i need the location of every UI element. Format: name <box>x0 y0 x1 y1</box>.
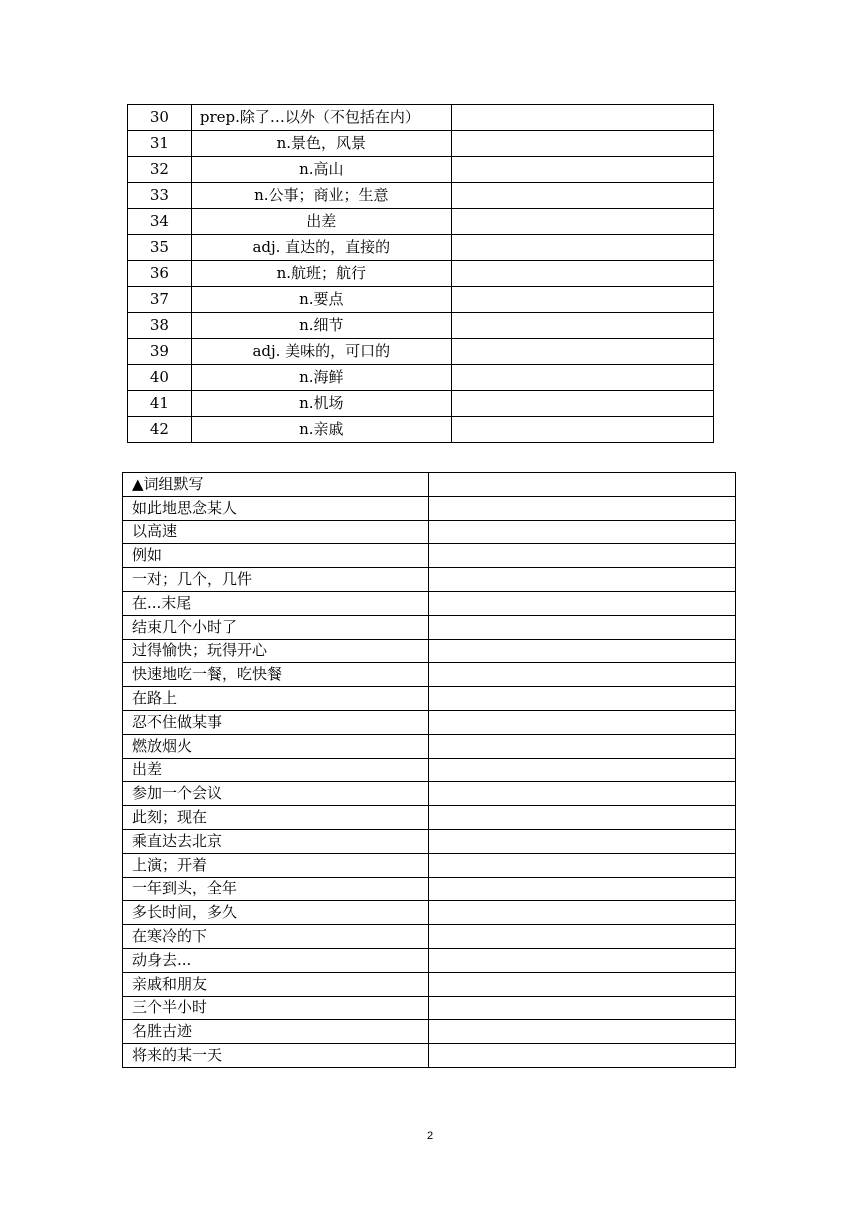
phrase-prompt: 名胜古迹 <box>123 1020 429 1044</box>
phrase-row <box>123 1044 736 1068</box>
phrase-prompt: 多长时间，多久 <box>123 901 429 925</box>
phrase-answer-cell[interactable] <box>428 663 735 687</box>
phrase-answer-cell[interactable] <box>428 806 735 830</box>
vocab-row <box>128 261 714 287</box>
phrase-row <box>123 1020 736 1044</box>
vocab-row <box>128 105 714 131</box>
phrase-row <box>123 925 736 949</box>
phrase-answer-cell[interactable] <box>428 925 735 949</box>
vocab-answer-cell[interactable] <box>451 365 713 391</box>
phrase-prompt: 在...末尾 <box>123 591 429 615</box>
vocab-answer-cell[interactable] <box>451 235 713 261</box>
phrase-row <box>123 877 736 901</box>
vocab-number: 38 <box>128 313 192 339</box>
phrase-answer-cell[interactable] <box>428 591 735 615</box>
phrase-prompt: 例如 <box>123 544 429 568</box>
phrase-answer-cell[interactable] <box>428 710 735 734</box>
phrase-prompt: 上演；开着 <box>123 853 429 877</box>
phrase-row <box>123 782 736 806</box>
phrase-prompt: 将来的某一天 <box>123 1044 429 1068</box>
phrase-row <box>123 568 736 592</box>
phrase-answer-cell[interactable] <box>428 496 735 520</box>
phrase-answer-cell[interactable] <box>428 758 735 782</box>
phrase-answer-cell[interactable] <box>428 877 735 901</box>
phrase-answer-cell[interactable] <box>428 948 735 972</box>
vocab-number: 37 <box>128 287 192 313</box>
phrase-row <box>123 853 736 877</box>
phrase-prompt: 结束几个小时了 <box>123 615 429 639</box>
phrase-row <box>123 901 736 925</box>
phrase-answer-cell[interactable] <box>428 1020 735 1044</box>
vocab-meaning: n.亲戚 <box>191 417 451 443</box>
vocab-answer-cell[interactable] <box>451 287 713 313</box>
phrase-row <box>123 734 736 758</box>
vocab-meaning: adj. 美味的，可口的 <box>191 339 451 365</box>
phrase-row <box>123 758 736 782</box>
vocab-answer-cell[interactable] <box>451 157 713 183</box>
phrase-answer-cell[interactable] <box>428 829 735 853</box>
phrase-row <box>123 520 736 544</box>
phrase-prompt: 亲戚和朋友 <box>123 972 429 996</box>
vocab-number: 32 <box>128 157 192 183</box>
vocab-meaning: n.细节 <box>191 313 451 339</box>
vocab-row <box>128 339 714 365</box>
vocabulary-table <box>127 104 714 443</box>
phrase-prompt: 动身去... <box>123 948 429 972</box>
vocab-row <box>128 313 714 339</box>
vocab-answer-cell[interactable] <box>451 105 713 131</box>
vocab-row <box>128 365 714 391</box>
phrase-answer-cell[interactable] <box>428 568 735 592</box>
phrase-prompt: 如此地思念某人 <box>123 496 429 520</box>
phrase-answer-cell[interactable] <box>428 972 735 996</box>
vocab-meaning: n.航班；航行 <box>191 261 451 287</box>
phrase-row <box>123 663 736 687</box>
vocab-meaning: n.景色，风景 <box>191 131 451 157</box>
vocab-row <box>128 183 714 209</box>
vocab-number: 41 <box>128 391 192 417</box>
phrase-prompt: 在路上 <box>123 687 429 711</box>
phrase-answer-cell[interactable] <box>428 782 735 806</box>
phrase-prompt: 快速地吃一餐，吃快餐 <box>123 663 429 687</box>
vocab-meaning: prep.除了…以外（不包括在内） <box>191 105 451 131</box>
vocab-meaning: n.海鲜 <box>191 365 451 391</box>
phrase-answer-cell[interactable] <box>428 1044 735 1068</box>
phrase-row <box>123 591 736 615</box>
phrase-answer-cell[interactable] <box>428 544 735 568</box>
phrase-row <box>123 948 736 972</box>
page-number: 2 <box>426 1130 434 1142</box>
phrase-prompt: 参加一个会议 <box>123 782 429 806</box>
phrase-row <box>123 639 736 663</box>
vocab-row <box>128 287 714 313</box>
vocab-row <box>128 131 714 157</box>
phrase-section-header: ▲词组默写 <box>123 473 429 497</box>
vocab-answer-cell[interactable] <box>451 339 713 365</box>
vocab-number: 34 <box>128 209 192 235</box>
phrase-prompt: 三个半小时 <box>123 996 429 1020</box>
vocab-number: 40 <box>128 365 192 391</box>
vocab-answer-cell[interactable] <box>451 209 713 235</box>
phrase-row <box>123 806 736 830</box>
vocab-meaning: n.公事；商业；生意 <box>191 183 451 209</box>
phrase-row <box>123 544 736 568</box>
vocab-row <box>128 209 714 235</box>
vocab-answer-cell[interactable] <box>451 261 713 287</box>
phrase-row <box>123 710 736 734</box>
phrase-prompt: 忍不住做某事 <box>123 710 429 734</box>
vocab-number: 39 <box>128 339 192 365</box>
vocab-meaning: adj. 直达的，直接的 <box>191 235 451 261</box>
phrase-prompt: 以高速 <box>123 520 429 544</box>
vocab-number: 35 <box>128 235 192 261</box>
phrase-header-row <box>123 473 736 497</box>
vocab-meaning: n.高山 <box>191 157 451 183</box>
phrase-answer-cell[interactable] <box>428 639 735 663</box>
vocab-number: 36 <box>128 261 192 287</box>
vocab-answer-cell[interactable] <box>451 391 713 417</box>
vocab-number: 33 <box>128 183 192 209</box>
phrase-prompt: 此刻；现在 <box>123 806 429 830</box>
phrase-row <box>123 829 736 853</box>
vocab-answer-cell[interactable] <box>451 313 713 339</box>
phrase-prompt: 在寒冷的下 <box>123 925 429 949</box>
vocab-answer-cell[interactable] <box>451 131 713 157</box>
phrase-prompt: 乘直达去北京 <box>123 829 429 853</box>
vocab-row <box>128 391 714 417</box>
vocab-meaning: n.机场 <box>191 391 451 417</box>
phrase-row <box>123 687 736 711</box>
phrase-answer-cell[interactable] <box>428 901 735 925</box>
phrase-prompt: 一年到头，全年 <box>123 877 429 901</box>
phrase-answer-cell[interactable] <box>428 996 735 1020</box>
phrase-answer-cell[interactable] <box>428 853 735 877</box>
phrase-answer-cell[interactable] <box>428 520 735 544</box>
vocab-number: 31 <box>128 131 192 157</box>
phrase-row <box>123 496 736 520</box>
vocab-answer-cell[interactable] <box>451 417 713 443</box>
phrase-prompt: 过得愉快；玩得开心 <box>123 639 429 663</box>
vocab-row <box>128 235 714 261</box>
phrase-row <box>123 615 736 639</box>
vocab-number: 42 <box>128 417 192 443</box>
phrase-dictation-table <box>122 472 736 1068</box>
phrase-answer-cell[interactable] <box>428 473 735 497</box>
phrase-answer-cell[interactable] <box>428 734 735 758</box>
vocab-answer-cell[interactable] <box>451 183 713 209</box>
phrase-answer-cell[interactable] <box>428 615 735 639</box>
phrase-row <box>123 996 736 1020</box>
phrase-answer-cell[interactable] <box>428 687 735 711</box>
phrase-row <box>123 972 736 996</box>
phrase-prompt: 出差 <box>123 758 429 782</box>
phrase-prompt: 燃放烟火 <box>123 734 429 758</box>
vocab-meaning: n.要点 <box>191 287 451 313</box>
vocab-number: 30 <box>128 105 192 131</box>
vocab-meaning: 出差 <box>191 209 451 235</box>
phrase-prompt: 一对；几个，几件 <box>123 568 429 592</box>
vocab-row <box>128 157 714 183</box>
vocab-row <box>128 417 714 443</box>
